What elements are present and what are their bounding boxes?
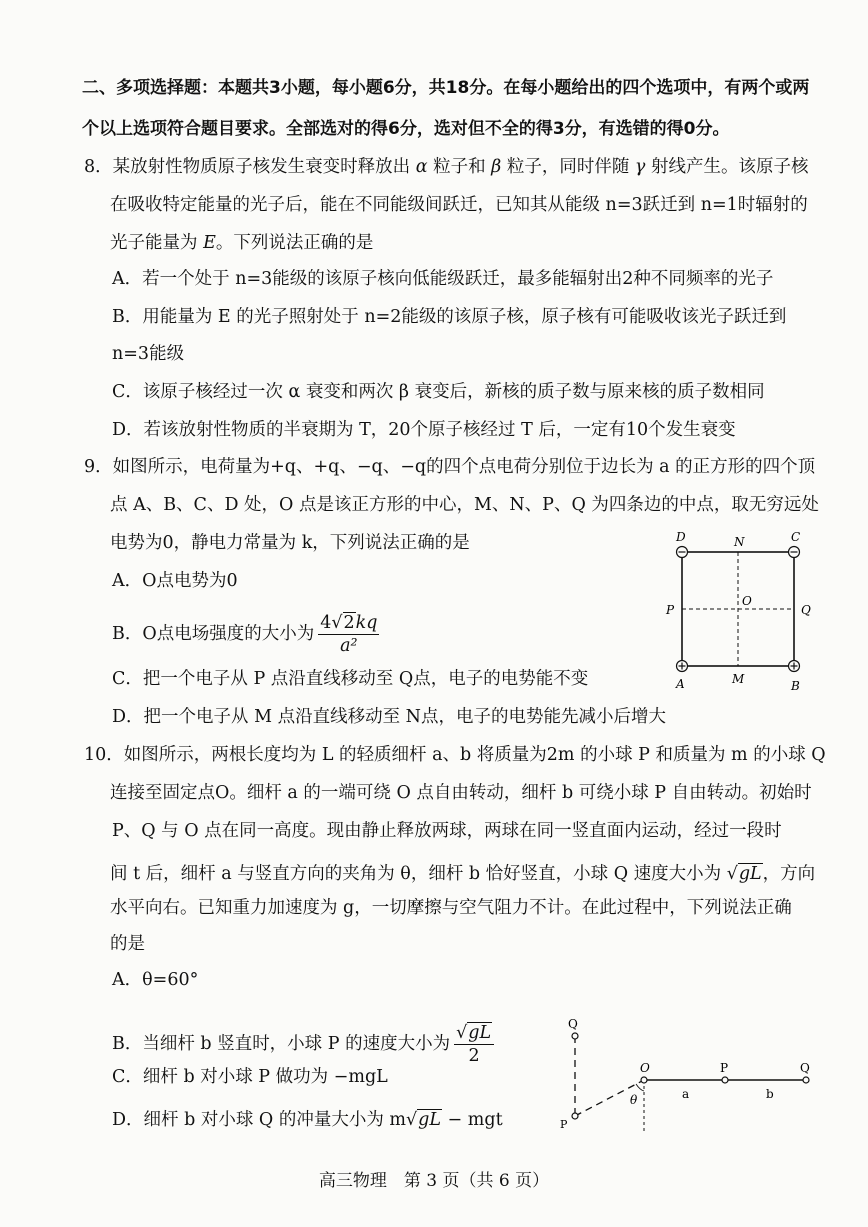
q10-option-c: C．细杆 b 对小球 P 做功为 −mgL bbox=[112, 1067, 388, 1087]
charge-c bbox=[789, 547, 800, 558]
q10-stem-line4: 间 t 后，细杆 a 与竖直方向的夹角为 θ，细杆 b 恰好竖直，小球 Q 速度大小为 √gL，方向 bbox=[110, 864, 816, 884]
q8-option-c: C．该原子核经过一次 α 衰变和两次 β 衰变后，新核的质子数与原来核的质子数相同 bbox=[112, 382, 765, 402]
q8-stem-line1: 8．某放射性物质原子核发生衰变时释放出 α 粒子和 β 粒子，同时伴随 γ 射线产生。该原子核 bbox=[84, 157, 809, 177]
q8-option-b-line1: B．用能量为 E 的光子照射处于 n=2能级的该原子核，原子核有可能吸收该光子跃迁到 bbox=[112, 307, 787, 327]
q10-option-d: D．细杆 b 对小球 Q 的冲量大小为 m√gL − mgt bbox=[112, 1110, 503, 1130]
ball-q-top bbox=[572, 1033, 578, 1039]
ball-p-initial bbox=[722, 1077, 728, 1083]
q9-option-a: A．O点电势为0 bbox=[112, 571, 238, 591]
q10-option-b: B．当细杆 b 竖直时，小球 P 的速度大小为 $\frac{√gL}{2}$ bbox=[112, 1022, 498, 1067]
label-d: D bbox=[676, 530, 686, 544]
q9-option-c: C．把一个电子从 P 点沿直线移动至 Q点，电子的电势能不变 bbox=[112, 669, 589, 689]
label-theta: θ bbox=[630, 1093, 638, 1107]
q9-option-d: D．把一个电子从 M 点沿直线移动至 N点，电子的电势能先减小后增大 bbox=[112, 707, 666, 727]
q8-number: 8． bbox=[84, 157, 113, 177]
pivot-o bbox=[641, 1077, 647, 1083]
q10-stem-line1: 10．如图所示，两根长度均为 L 的轻质细杆 a、b 将质量为2m 的小球 P 和质量为 m 的小球 Q bbox=[84, 745, 826, 765]
label-n: N bbox=[734, 535, 745, 549]
label-c: C bbox=[791, 530, 801, 544]
label-q-top: Q bbox=[568, 1017, 578, 1031]
page-footer: 高三物理 第 3 页（共 6 页） bbox=[318, 1171, 550, 1191]
q10-option-a: A．θ=60° bbox=[112, 970, 199, 990]
q8-stem-line2: 在吸收特定能量的光子后，能在不同能级间跃迁，已知其从能级 n=3跃迁到 n=1时辐射的 bbox=[110, 195, 808, 215]
label-o: O bbox=[742, 594, 752, 608]
q8-option-d: D．若该放射性物质的半衰期为 T，20个原子核经过 T 后，一定有10个发生衰变 bbox=[112, 420, 736, 440]
label-p: P bbox=[666, 603, 675, 617]
q10-rod-figure bbox=[556, 1016, 826, 1136]
q8-option-b-line2: n=3能级 bbox=[112, 344, 185, 364]
q8-stem-line3: 光子能量为 E。下列说法正确的是 bbox=[110, 233, 374, 253]
label-rod-b: b bbox=[766, 1087, 774, 1101]
q10-stem-line6: 的是 bbox=[110, 934, 145, 954]
q9-stem-line3: 电势为0，静电力常量为 k，下列说法正确的是 bbox=[110, 533, 470, 553]
q10-stem-line3: P、Q 与 O 点在同一高度。现由静止释放两球，两球在同一竖直面内运动，经过一段时 bbox=[112, 821, 782, 841]
label-b: B bbox=[791, 679, 800, 693]
section-header-line1: 二、多项选择题：本题共3小题，每小题6分，共18分。在每小题给出的四个选项中，有两个或两 bbox=[82, 78, 810, 98]
label-p: P bbox=[720, 1061, 729, 1075]
label-p-bottom: P bbox=[560, 1118, 568, 1131]
label-rod-a: a bbox=[682, 1087, 690, 1101]
ball-p-bottom bbox=[572, 1113, 578, 1119]
section-header-line2: 个以上选项符合题目要求。全部选对的得6分，选对但不全的得3分，有选错的得0分。 bbox=[82, 119, 730, 139]
charge-b bbox=[789, 661, 800, 672]
theta-arc bbox=[636, 1084, 644, 1091]
q9-b-fraction: $\frac{4√2kq}{\text{a²}}$ bbox=[320, 613, 378, 656]
label-o: O bbox=[640, 1061, 650, 1075]
label-q: Q bbox=[800, 1061, 810, 1075]
label-q: Q bbox=[801, 603, 811, 617]
q9-stem-line1: 9．如图所示，电荷量为+q、+q、−q、−q的四个点电荷分别位于边长为 a 的正方形的四个顶 bbox=[84, 457, 816, 477]
label-a: A bbox=[676, 677, 685, 691]
q10-number: 10． bbox=[84, 745, 124, 765]
q10-b-fraction: $\frac{√gL}{2}$ bbox=[454, 1022, 494, 1067]
charge-d bbox=[677, 547, 688, 558]
q10-stem-line2: 连接至固定点O。细杆 a 的一端可绕 O 点自由转动，细杆 b 可绕小球 P 自由转动。初始时 bbox=[110, 783, 812, 803]
q9-stem-line2: 点 A、B、C、D 处，O 点是该正方形的中心，M、N、P、Q 为四条边的中点，取无穷远处 bbox=[110, 495, 819, 515]
label-m: M bbox=[732, 672, 745, 686]
q9-option-b: B．O点电场强度的大小为 $\frac{4√2kq}{\text{a²}}$ bbox=[112, 613, 378, 656]
charge-a bbox=[677, 661, 688, 672]
q9-number: 9． bbox=[84, 457, 113, 477]
q8-option-a: A．若一个处于 n=3能级的该原子核向低能级跃迁，最多能辐射出2种不同频率的光子 bbox=[112, 269, 774, 289]
q10-stem-line5: 水平向右。已知重力加速度为 g，一切摩擦与空气阻力不计。在此过程中，下列说法正确 bbox=[110, 898, 792, 918]
q9-square-figure bbox=[660, 528, 820, 698]
ball-q-initial bbox=[803, 1077, 809, 1083]
